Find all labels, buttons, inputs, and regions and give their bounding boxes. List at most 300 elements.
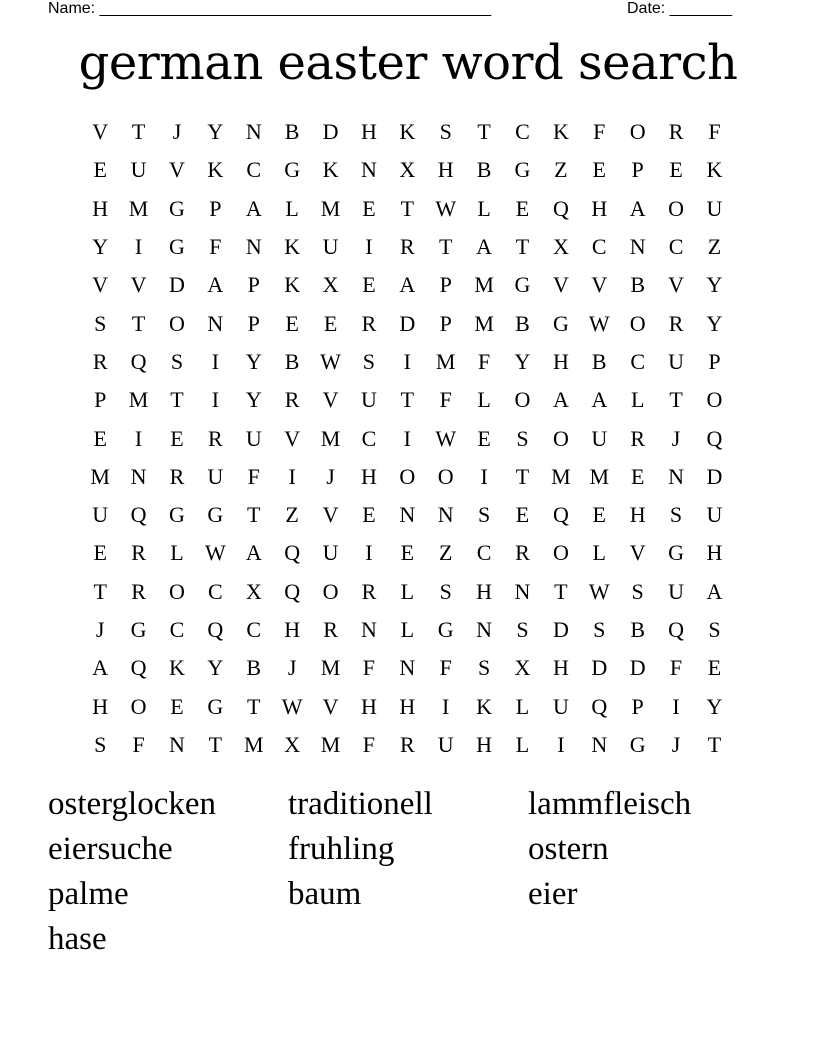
grid-letter: K	[207, 157, 224, 183]
grid-letter: H	[399, 693, 416, 719]
grid-letter: S	[170, 348, 184, 374]
grid-letter: O	[130, 693, 147, 719]
grid-letter: N	[399, 655, 416, 681]
grid-letter: U	[130, 157, 147, 183]
grid-row	[81, 534, 734, 572]
grid-letter: K	[706, 157, 723, 183]
word-list-item: fruhling	[288, 831, 395, 867]
grid-letter: M	[128, 195, 149, 221]
grid-letter: T	[208, 731, 223, 757]
grid-letter: I	[403, 425, 411, 451]
grid-letter: L	[400, 578, 415, 604]
word-list-item: lammfleisch	[528, 786, 692, 822]
grid-letter: G	[514, 157, 531, 183]
grid-letter: I	[403, 348, 411, 374]
grid-letter: R	[399, 731, 415, 757]
grid-letter: T	[707, 731, 722, 757]
grid-letter: H	[92, 693, 109, 719]
grid-letter: Q	[130, 655, 147, 681]
grid-letter: N	[360, 157, 377, 183]
grid-letter: J	[326, 463, 335, 489]
grid-letter: N	[399, 502, 416, 528]
grid-letter: K	[169, 655, 185, 681]
grid-letter: U	[552, 693, 569, 719]
grid-letter: F	[247, 463, 260, 489]
grid-letter: A	[591, 387, 608, 413]
grid-letter: G	[437, 617, 454, 642]
grid-letter: P	[439, 310, 452, 336]
grid-letter: P	[631, 693, 644, 719]
grid-letter: P	[708, 348, 721, 374]
grid-letter: I	[211, 387, 220, 413]
grid-letter: L	[515, 731, 530, 757]
grid-letter: Z	[707, 234, 722, 260]
grid-letter: O	[552, 425, 569, 451]
grid-letter: S	[94, 731, 107, 757]
grid-letter: U	[591, 425, 608, 451]
grid-letter: Q	[552, 195, 569, 221]
grid-letter: N	[245, 119, 262, 145]
word-list-item: eiersuche	[48, 831, 173, 867]
grid-letter: K	[552, 119, 569, 145]
word-list-item: eier	[528, 876, 578, 912]
grid-letter: F	[669, 655, 683, 681]
grid-letter: L	[630, 387, 645, 413]
grid-row	[81, 496, 734, 534]
grid-letter: U	[668, 578, 684, 604]
grid-letter: V	[322, 502, 339, 528]
grid-letter: W	[588, 578, 610, 604]
grid-letter: Y	[706, 693, 723, 719]
grid-letter: T	[400, 195, 415, 221]
grid-letter: T	[247, 693, 261, 719]
grid-letter: W	[281, 693, 303, 719]
grid-letter: R	[208, 425, 223, 451]
grid-letter: N	[514, 578, 531, 604]
word-list-item: baum	[288, 876, 362, 912]
grid-letter: V	[92, 272, 109, 298]
grid-letter: G	[284, 157, 301, 183]
grid-letter: O	[169, 310, 185, 336]
name-field: Name: ____________________________________________	[48, 0, 492, 17]
grid-letter: T	[131, 119, 146, 145]
grid-letter: G	[668, 540, 684, 566]
grid-letter: U	[668, 348, 684, 374]
grid-letter: U	[245, 425, 262, 451]
grid-letter: R	[284, 387, 300, 413]
grid-letter: U	[322, 540, 339, 566]
grid-letter: F	[209, 234, 222, 260]
grid-letter: F	[362, 655, 376, 681]
grid-letter: Q	[552, 502, 569, 528]
grid-row	[81, 304, 734, 342]
grid-letter: Q	[130, 502, 147, 528]
grid-letter: P	[247, 310, 260, 336]
grid-letter: O	[552, 540, 569, 566]
grid-letter: T	[554, 578, 568, 604]
grid-letter: S	[593, 617, 606, 642]
grid-row	[81, 228, 734, 266]
grid-letter: D	[629, 655, 646, 681]
grid-letter: Y	[514, 348, 531, 374]
grid-letter: C	[208, 578, 223, 604]
grid-letter: M	[128, 387, 149, 413]
grid-letter: O	[629, 119, 646, 145]
grid-letter: R	[668, 310, 684, 336]
grid-letter: V	[169, 157, 185, 183]
grid-letter: F	[362, 731, 376, 757]
grid-letter: Q	[591, 693, 608, 719]
grid-letter: R	[131, 578, 146, 604]
grid-letter: M	[243, 731, 264, 757]
grid-letter: I	[365, 234, 373, 260]
grid-letter: B	[476, 157, 492, 183]
grid-letter: J	[671, 425, 681, 451]
grid-letter: M	[589, 463, 610, 489]
grid-letter: K	[476, 693, 493, 719]
grid-letter: C	[515, 119, 530, 145]
grid-letter: E	[669, 157, 683, 183]
date-field: Date: _______	[627, 0, 732, 17]
grid-letter: R	[668, 119, 684, 145]
grid-letter: H	[552, 348, 569, 374]
grid-letter: K	[284, 234, 301, 260]
grid-letter: Z	[285, 502, 299, 528]
grid-letter: I	[557, 731, 565, 757]
grid-letter: E	[477, 425, 491, 451]
grid-letter: B	[284, 348, 300, 374]
grid-letter: X	[552, 234, 569, 260]
grid-letter: B	[630, 617, 645, 642]
grid-letter: H	[437, 157, 454, 183]
grid-row	[81, 266, 734, 304]
grid-letter: I	[672, 693, 680, 719]
grid-letter: B	[515, 310, 530, 336]
grid-letter: U	[92, 502, 109, 528]
grid-letter: C	[668, 234, 684, 260]
grid-letter: D	[706, 463, 723, 489]
grid-letter: V	[629, 540, 646, 566]
grid-letter: Y	[706, 310, 723, 336]
grid-letter: X	[399, 157, 416, 183]
grid-letter: N	[207, 310, 224, 336]
grid-letter: L	[285, 195, 299, 221]
grid-letter: O	[706, 387, 723, 413]
grid-letter: N	[437, 502, 454, 528]
grid-letter: E	[592, 502, 606, 528]
grid-letter: S	[631, 578, 644, 604]
grid-letter: V	[284, 425, 301, 451]
grid-letter: Z	[554, 157, 568, 183]
grid-letter: Y	[245, 348, 262, 374]
grid-letter: I	[211, 348, 220, 374]
grid-letter: Z	[438, 540, 453, 566]
grid-letter: L	[400, 617, 415, 642]
grid-letter: H	[706, 540, 723, 566]
grid-letter: V	[322, 693, 339, 719]
grid-letter: N	[668, 463, 684, 489]
grid-letter: O	[514, 387, 531, 413]
grid-letter: H	[360, 119, 377, 145]
grid-letter: E	[362, 272, 376, 298]
grid-letter: E	[630, 463, 645, 489]
grid-letter: I	[134, 425, 143, 451]
grid-letter: Q	[668, 617, 684, 642]
grid-letter: U	[207, 463, 224, 489]
grid-letter: W	[435, 425, 457, 451]
grid-letter: D	[591, 655, 608, 681]
grid-letter: F	[708, 119, 721, 145]
grid-letter: V	[668, 272, 684, 298]
grid-letter: E	[515, 502, 530, 528]
grid-letter: A	[245, 540, 262, 566]
grid-letter: J	[172, 119, 182, 145]
grid-letter: W	[588, 310, 610, 336]
grid-letter: L	[592, 540, 606, 566]
grid-letter: X	[245, 578, 262, 604]
grid-letter: H	[360, 693, 377, 719]
grid-letter: T	[477, 119, 491, 145]
grid-letter: E	[170, 425, 184, 451]
grid-letter: A	[706, 578, 723, 604]
grid-letter: Q	[284, 540, 301, 566]
grid-letter: H	[284, 617, 301, 642]
grid-letter: L	[477, 195, 491, 221]
grid-letter: P	[94, 387, 107, 413]
grid-letter: R	[399, 234, 415, 260]
grid-letter: H	[552, 655, 569, 681]
grid-letter: J	[287, 655, 297, 681]
grid-letter: U	[360, 387, 377, 413]
word-list-item: traditionell	[288, 786, 433, 822]
grid-letter: S	[362, 348, 376, 374]
grid-letter: X	[284, 731, 301, 757]
grid-letter: N	[591, 731, 608, 757]
grid-letter: M	[435, 348, 456, 374]
grid-letter: N	[360, 617, 377, 642]
grid-letter: E	[707, 655, 722, 681]
grid-letter: K	[284, 272, 301, 298]
word-list-item: osterglocken	[48, 786, 217, 822]
grid-letter: Q	[207, 617, 224, 642]
grid-letter: H	[476, 731, 493, 757]
grid-letter: E	[285, 310, 299, 336]
grid-letter: E	[170, 693, 184, 719]
grid-letter: R	[361, 578, 377, 604]
grid-letter: U	[437, 731, 454, 757]
grid-letter: U	[706, 502, 723, 528]
grid-letter: S	[94, 310, 107, 336]
grid-letter: M	[551, 463, 571, 489]
grid-letter: Y	[207, 655, 224, 681]
grid-letter: P	[439, 272, 452, 298]
grid-letter: M	[320, 731, 341, 757]
grid-letter: F	[132, 731, 145, 757]
grid-letter: K	[399, 119, 416, 145]
grid-letter: B	[284, 119, 300, 145]
grid-letter: M	[90, 463, 110, 489]
grid-letter: Y	[706, 272, 723, 298]
grid-row	[81, 381, 734, 419]
grid-letter: S	[439, 578, 452, 604]
grid-letter: N	[169, 731, 185, 757]
grid-letter: Y	[245, 387, 262, 413]
grid-letter: R	[630, 425, 645, 451]
grid-row	[81, 458, 734, 496]
grid-letter: A	[476, 234, 493, 260]
grid-letter: S	[439, 119, 452, 145]
grid-letter: T	[170, 387, 184, 413]
grid-letter: X	[514, 655, 531, 681]
letter-grid	[81, 113, 734, 764]
grid-letter: G	[552, 310, 569, 336]
grid-letter: R	[92, 348, 108, 374]
grid-letter: H	[476, 578, 493, 604]
grid-letter: W	[435, 195, 457, 221]
word-list-item: ostern	[528, 831, 609, 867]
grid-letter: E	[362, 195, 376, 221]
grid-row	[81, 687, 734, 725]
grid-letter: E	[93, 425, 107, 451]
grid-letter: H	[92, 195, 109, 221]
grid-letter: X	[322, 272, 339, 298]
grid-letter: L	[477, 387, 491, 413]
header-line	[0, 0, 816, 20]
grid-letter: C	[630, 348, 645, 374]
grid-letter: L	[170, 540, 184, 566]
grid-letter: G	[169, 195, 185, 221]
grid-letter: O	[629, 310, 646, 336]
grid-letter: E	[323, 310, 338, 336]
grid-letter: T	[247, 502, 261, 528]
grid-letter: I	[480, 463, 488, 489]
grid-letter: J	[671, 731, 681, 757]
grid-letter: M	[474, 310, 494, 336]
grid-letter: M	[320, 655, 341, 681]
grid-letter: R	[361, 310, 377, 336]
grid-letter: P	[247, 272, 260, 298]
grid-letter: S	[516, 425, 529, 451]
grid-letter: O	[169, 578, 185, 604]
grid-letter: J	[95, 617, 105, 642]
grid-letter: T	[515, 463, 530, 489]
grid-letter: N	[629, 234, 646, 260]
grid-letter: E	[362, 502, 376, 528]
grid-row	[81, 190, 734, 228]
grid-letter: C	[246, 617, 262, 642]
grid-letter: G	[629, 731, 646, 757]
grid-letter: O	[322, 578, 339, 604]
grid-row	[81, 419, 734, 457]
grid-letter: M	[320, 195, 341, 221]
grid-row	[81, 726, 734, 764]
grid-letter: C	[246, 157, 262, 183]
grid-letter: Q	[706, 425, 723, 451]
grid-letter: U	[706, 195, 723, 221]
grid-letter: F	[477, 348, 491, 374]
grid-letter: O	[399, 463, 416, 489]
grid-letter: E	[93, 540, 107, 566]
grid-letter: A	[207, 272, 224, 298]
grid-letter: E	[400, 540, 415, 566]
grid-letter: V	[322, 387, 339, 413]
grid-letter: A	[245, 195, 262, 221]
grid-letter: I	[442, 693, 450, 719]
grid-letter: H	[591, 195, 608, 221]
grid-row	[81, 113, 734, 151]
grid-letter: A	[629, 195, 646, 221]
grid-letter: N	[476, 617, 493, 642]
grid-letter: R	[131, 540, 146, 566]
page-title: german easter word search	[78, 35, 738, 91]
grid-letter: Y	[92, 234, 109, 260]
grid-row	[81, 611, 734, 649]
grid-letter: W	[320, 348, 341, 374]
grid-letter: G	[130, 617, 147, 642]
grid-letter: S	[708, 617, 721, 642]
grid-letter: I	[134, 234, 143, 260]
grid-letter: Y	[207, 119, 224, 145]
grid-letter: P	[631, 157, 644, 183]
grid-letter: D	[399, 310, 416, 336]
grid-letter: R	[169, 463, 185, 489]
grid-letter: O	[668, 195, 684, 221]
grid-letter: G	[514, 272, 531, 298]
grid-letter: K	[322, 157, 339, 183]
grid-letter: S	[477, 502, 491, 528]
grid-letter: G	[169, 234, 185, 260]
grid-letter: D	[322, 119, 339, 145]
grid-letter: F	[439, 387, 452, 413]
grid-row	[81, 573, 734, 611]
grid-letter: E	[592, 157, 606, 183]
grid-letter: U	[322, 234, 339, 260]
grid-letter: C	[476, 540, 492, 566]
grid-letter: L	[515, 693, 530, 719]
grid-letter: D	[552, 617, 569, 642]
grid-letter: B	[591, 348, 607, 374]
grid-letter: D	[169, 272, 185, 298]
grid-letter: S	[516, 617, 529, 642]
word-list-item: hase	[48, 921, 107, 957]
grid-letter: F	[439, 655, 452, 681]
grid-letter: N	[130, 463, 147, 489]
grid-letter: T	[438, 234, 453, 260]
grid-letter: V	[552, 272, 569, 298]
grid-letter: T	[400, 387, 415, 413]
grid-letter: I	[288, 463, 296, 489]
grid-letter: A	[552, 387, 569, 413]
word-list-item: palme	[48, 876, 129, 912]
grid-letter: G	[169, 502, 185, 528]
grid-letter: T	[93, 578, 107, 604]
grid-letter: E	[515, 195, 530, 221]
grid-letter: A	[399, 272, 416, 298]
grid-letter: R	[515, 540, 530, 566]
grid-letter: S	[669, 502, 683, 528]
grid-letter: S	[477, 655, 491, 681]
grid-letter: R	[323, 617, 338, 642]
grid-letter: B	[630, 272, 645, 298]
grid-letter: T	[669, 387, 683, 413]
grid-letter: C	[169, 617, 185, 642]
grid-letter: M	[474, 272, 494, 298]
grid-letter: V	[92, 119, 109, 145]
grid-letter: E	[93, 157, 107, 183]
grid-letter: A	[92, 655, 109, 681]
grid-letter: B	[246, 655, 262, 681]
grid-letter: W	[204, 540, 226, 566]
